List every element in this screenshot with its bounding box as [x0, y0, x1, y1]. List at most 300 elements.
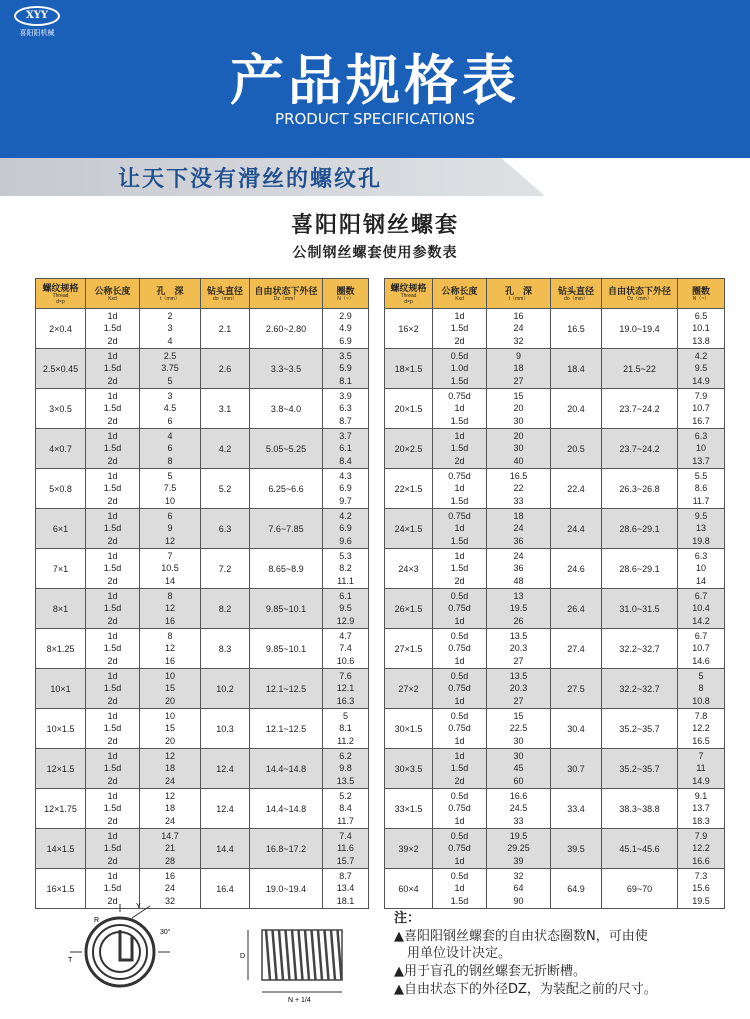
depth-cell: [487, 509, 551, 549]
drill-cell: 24.6: [551, 549, 602, 589]
turns-cell-value: 7.9: [694, 830, 708, 841]
thread-cell: 8×1.25: [36, 629, 86, 669]
drill-cell: 10.3: [201, 709, 250, 749]
length-cell-value: 0.5d: [450, 790, 469, 801]
turns-cell-value: 18.1: [336, 895, 355, 906]
length-cell-value: 0.5d: [450, 630, 469, 641]
depth-cell: [140, 789, 201, 829]
turns-cell-value: 6.1: [339, 590, 352, 601]
length-cell-value: 1.5d: [450, 443, 469, 454]
length-cell-value: 2d: [107, 575, 118, 586]
turns-cell-value: 10.1: [692, 323, 710, 334]
turns-cell-value: 5.5: [694, 470, 708, 481]
insert-coils: [266, 930, 342, 980]
length-cell-value: 1d: [107, 710, 118, 721]
length-cell-value: 2d: [107, 415, 118, 426]
drill-cell: 64.9: [551, 869, 602, 909]
drill-cell: 8.2: [201, 589, 250, 629]
thread-cell: 20×1.5: [385, 389, 433, 429]
turns-cell: [678, 869, 725, 909]
depth-cell-value: 3.75: [161, 363, 179, 374]
length-cell-value: 0.75d: [448, 643, 471, 654]
turns-cell-value: 8.7: [339, 415, 352, 426]
header-label: 钻头直径: [557, 285, 594, 296]
length-cell-value: 2d: [107, 495, 118, 506]
spec-row: [36, 549, 369, 589]
length-cell-value: 1d: [107, 430, 118, 441]
length-cell-value: 0.5d: [450, 870, 469, 881]
spec-row: [36, 349, 369, 389]
length-cell-value: 0.75d: [448, 603, 471, 614]
length-cell-value: 2d: [107, 815, 118, 826]
length-cell: [86, 589, 140, 629]
drill-cell: 3.1: [201, 389, 250, 429]
depth-cell-value: 2.5: [163, 350, 177, 361]
dz-cell: 26.3~26.8: [602, 469, 678, 509]
depth-cell-value: 10: [164, 495, 175, 506]
header-col-dz: [250, 279, 323, 309]
turns-cell-value: 14.6: [692, 655, 710, 666]
length-cell-value: 1d: [454, 483, 465, 494]
spec-row: [36, 749, 369, 789]
length-cell-value: 1d: [454, 430, 465, 441]
length-cell-value: 2d: [454, 575, 465, 586]
length-cell: [433, 629, 487, 669]
page-title: 产品规格表: [230, 49, 520, 112]
length-cell: [86, 709, 140, 749]
dz-cell: 32.2~32.7: [602, 629, 678, 669]
note-line: ▲自由状态下的外径DZ，为装配之前的尺寸。: [394, 982, 657, 997]
turns-cell-value: 7.6: [339, 670, 352, 681]
length-cell-value: 0.75d: [448, 510, 471, 521]
thread-cell: 16×1.5: [36, 869, 86, 909]
depth-cell-value: 32: [513, 335, 524, 346]
length-cell-value: 1d: [454, 403, 465, 414]
depth-cell-value: 39: [513, 855, 524, 866]
thread-cell: 10×1.5: [36, 709, 86, 749]
depth-cell-value: 90: [513, 895, 524, 906]
turns-cell-value: 10.4: [692, 603, 710, 614]
length-cell-value: 1d: [107, 670, 118, 681]
turns-cell-value: 6.9: [339, 335, 352, 346]
depth-cell-value: 29.25: [507, 843, 530, 854]
depth-cell-value: 8: [167, 590, 173, 601]
turns-cell-value: 5.2: [339, 790, 352, 801]
depth-cell-value: 32: [513, 870, 524, 881]
depth-cell-value: 14.7: [161, 830, 179, 841]
length-cell-value: 1d: [454, 750, 465, 761]
drill-cell: 5.2: [201, 469, 250, 509]
drill-cell: 12.4: [201, 789, 250, 829]
turns-cell: [678, 629, 725, 669]
turns-cell: [323, 669, 369, 709]
length-cell-value: 1.5d: [103, 843, 122, 854]
length-cell: [433, 869, 487, 909]
depth-cell-value: 36: [513, 535, 524, 546]
turns-cell-value: 16.6: [692, 855, 710, 866]
length-cell: [86, 549, 140, 589]
length-cell-value: 2d: [107, 855, 118, 866]
turns-cell-value: 7.3: [694, 870, 708, 881]
spec-row: [385, 429, 725, 469]
depth-cell-value: 28: [164, 855, 175, 866]
turns-cell-value: 15.7: [336, 855, 355, 866]
length-cell-value: 0.75d: [448, 683, 471, 694]
turns-cell: [323, 749, 369, 789]
length-cell-value: 1.5d: [450, 895, 469, 906]
thread-cell: 12×1.5: [36, 749, 86, 789]
insert-end-view: [70, 904, 170, 986]
length-cell: [86, 669, 140, 709]
thread-cell: 8×1: [36, 589, 86, 629]
thread-cell: 27×1.5: [385, 629, 433, 669]
turns-cell: [323, 789, 369, 829]
header-col-length: [433, 279, 487, 309]
length-cell-value: 0.5d: [450, 830, 469, 841]
depth-cell-value: 27: [513, 375, 524, 386]
dz-cell: 8.65~8.9: [250, 549, 323, 589]
turns-cell-value: 14.2: [692, 615, 710, 626]
length-cell-value: 1d: [107, 750, 118, 761]
length-cell-value: 1.5d: [103, 523, 122, 534]
drill-cell: 2.1: [201, 309, 250, 349]
thread-cell: 20×2.5: [385, 429, 433, 469]
header-sublabel: Dz（mm）: [273, 295, 299, 302]
depth-cell: [487, 389, 551, 429]
length-cell-value: 1d: [454, 615, 465, 626]
depth-cell-value: 20.3: [509, 683, 528, 694]
depth-cell-value: 19.5: [509, 603, 528, 614]
length-cell-value: 2d: [107, 335, 118, 346]
thread-cell: 18×1.5: [385, 349, 433, 389]
turns-cell-value: 14.9: [692, 775, 710, 786]
thread-cell: 33×1.5: [385, 789, 433, 829]
header-sublabel: Kxd: [455, 295, 464, 302]
length-cell-value: 2d: [454, 775, 465, 786]
header-label: 孔 深: [156, 285, 184, 296]
header-label: 圈数: [691, 285, 710, 296]
coil-line: [318, 930, 322, 980]
label-d: D: [240, 953, 246, 960]
depth-cell: [140, 669, 201, 709]
depth-cell-value: 22: [513, 483, 524, 494]
depth-cell-value: 18: [164, 803, 175, 814]
depth-cell: [140, 349, 201, 389]
turns-cell-value: 6.2: [339, 750, 352, 761]
header-col-thread: [36, 279, 86, 309]
depth-cell-value: 33: [513, 815, 524, 826]
depth-cell: [140, 509, 201, 549]
length-cell-value: 2d: [107, 455, 118, 466]
turns-cell-value: 11.1: [337, 575, 354, 586]
notes-title: 注：: [394, 911, 421, 926]
depth-cell-value: 12: [164, 750, 175, 761]
turns-cell-value: 5.9: [339, 363, 352, 374]
depth-cell-value: 14: [164, 575, 175, 586]
length-cell-value: 2d: [454, 455, 465, 466]
length-cell-value: 1d: [454, 883, 465, 894]
turns-cell-value: 6.1: [339, 443, 352, 454]
label-angle: 30°: [160, 929, 171, 936]
length-cell-value: 1.5d: [103, 763, 122, 774]
depth-cell: [140, 549, 201, 589]
depth-cell-value: 24.5: [509, 803, 528, 814]
header-col-drill: [201, 279, 250, 309]
length-cell-value: 1d: [454, 815, 465, 826]
length-cell: [433, 309, 487, 349]
depth-cell-value: 12: [164, 603, 175, 614]
depth-cell-value: 16: [164, 655, 175, 666]
depth-cell-value: 12: [164, 535, 175, 546]
turns-cell-value: 3.7: [339, 430, 352, 441]
depth-cell-value: 4: [167, 430, 173, 441]
header-label: 自由状态下外径: [254, 285, 318, 296]
spec-table-left: [35, 278, 369, 909]
coil-line: [325, 930, 329, 980]
turns-cell: [323, 829, 369, 869]
length-cell-value: 1d: [454, 695, 465, 706]
turns-cell-value: 11.7: [337, 815, 354, 826]
length-cell-value: 1d: [107, 550, 118, 561]
thread-cell: 30×1.5: [385, 709, 433, 749]
length-cell-value: 1d: [107, 350, 118, 361]
header-col-turns: [323, 279, 369, 309]
depth-cell-value: 48: [513, 575, 524, 586]
header-label: 钻头直径: [206, 285, 243, 296]
turns-cell: [678, 309, 725, 349]
spec-row: [385, 349, 725, 389]
note-line: ▲用于盲孔的钢丝螺套无折断槽。: [394, 964, 586, 979]
header-label: 孔 深: [504, 285, 532, 296]
length-cell-value: 0.5d: [450, 710, 469, 721]
drill-cell: 30.7: [551, 749, 602, 789]
turns-cell-value: 8: [698, 683, 704, 694]
depth-cell-value: 20: [164, 695, 175, 706]
turns-cell-value: 10.7: [692, 643, 710, 654]
drill-cell: 2.6: [201, 349, 250, 389]
length-cell: [433, 509, 487, 549]
header-sublabel: do（mm）: [213, 295, 237, 302]
turns-cell-value: 9.8: [339, 763, 352, 774]
spec-row: [385, 549, 725, 589]
length-cell-value: 1.5d: [450, 563, 469, 574]
drill-cell: 33.4: [551, 789, 602, 829]
turns-cell: [323, 469, 369, 509]
depth-cell-value: 21: [164, 843, 175, 854]
length-cell-value: 1d: [107, 870, 118, 881]
turns-cell-value: 19.5: [692, 895, 710, 906]
length-cell-value: 1.5d: [103, 603, 122, 614]
table-header-row: [36, 279, 369, 309]
depth-cell-value: 15: [164, 723, 175, 734]
length-cell-value: 1d: [107, 390, 118, 401]
spec-row: [36, 469, 369, 509]
turns-cell-value: 9.5: [694, 510, 708, 521]
spec-row: [36, 309, 369, 349]
depth-cell-value: 20: [513, 430, 524, 441]
depth-cell-value: 4.5: [163, 403, 177, 414]
dz-cell: 35.2~35.7: [602, 749, 678, 789]
depth-cell-value: 30: [513, 750, 524, 761]
turns-cell-value: 13.7: [692, 803, 710, 814]
depth-cell-value: 13.5: [509, 670, 528, 681]
depth-cell-value: 12: [164, 643, 175, 654]
turns-cell-value: 6.5: [694, 310, 708, 321]
dz-cell: 6.25~6.6: [250, 469, 323, 509]
turns-cell: [678, 429, 725, 469]
turns-cell-value: 3.9: [339, 390, 352, 401]
turns-cell-value: 12.1: [336, 683, 355, 694]
depth-cell-value: 3: [167, 323, 173, 334]
drill-cell: 20.4: [551, 389, 602, 429]
depth-cell-value: 27: [513, 695, 524, 706]
length-cell: [86, 429, 140, 469]
length-cell-value: 0.5d: [450, 350, 469, 361]
drill-cell: 22.4: [551, 469, 602, 509]
turns-cell: [678, 509, 725, 549]
depth-cell: [140, 629, 201, 669]
header-sublabel: Thread: [52, 292, 69, 299]
length-cell-value: 2d: [107, 655, 118, 666]
depth-cell: [487, 469, 551, 509]
turns-cell: [323, 389, 369, 429]
depth-cell-value: 15: [513, 390, 524, 401]
turns-cell-value: 6.3: [339, 403, 352, 414]
turns-cell: [678, 709, 725, 749]
drill-cell: 10.2: [201, 669, 250, 709]
depth-cell: [487, 429, 551, 469]
length-cell-value: 1.5d: [103, 403, 122, 414]
turns-cell-value: 15.6: [692, 883, 710, 894]
depth-cell-value: 18: [513, 363, 524, 374]
depth-cell-value: 15: [164, 683, 175, 694]
turns-cell-value: 5.3: [339, 550, 352, 561]
length-cell-value: 0.75d: [448, 470, 471, 481]
turns-cell-value: 4.7: [339, 630, 352, 641]
spec-row: [385, 309, 725, 349]
length-cell: [86, 789, 140, 829]
header-sublabel: Dz（mm）: [627, 295, 652, 302]
header-col-dz: [602, 279, 678, 309]
length-cell-value: 1d: [454, 550, 465, 561]
length-cell-value: 1d: [454, 310, 465, 321]
depth-cell-value: 6: [167, 415, 173, 426]
spec-row: [36, 589, 369, 629]
length-cell: [433, 709, 487, 749]
depth-cell-value: 18: [513, 510, 524, 521]
spec-row: [385, 509, 725, 549]
turns-cell-value: 9.5: [694, 363, 708, 374]
depth-cell-value: 10: [164, 670, 175, 681]
thread-cell: 2.5×0.45: [36, 349, 86, 389]
turns-cell: [678, 389, 725, 429]
drill-cell: 12.4: [201, 749, 250, 789]
turns-cell: [678, 669, 725, 709]
length-cell: [86, 829, 140, 869]
length-cell-value: 1.5d: [103, 483, 122, 494]
dz-cell: 9.85~10.1: [250, 589, 323, 629]
depth-cell-value: 16.6: [509, 790, 528, 801]
depth-cell-value: 19.5: [509, 830, 528, 841]
depth-cell-value: 9: [515, 350, 521, 361]
insert-side-view: [248, 930, 342, 992]
coil-line: [299, 930, 303, 980]
length-cell-value: 1d: [454, 855, 465, 866]
thread-cell: 14×1.5: [36, 829, 86, 869]
header-sublabel: t（mm）: [508, 295, 529, 302]
turns-cell-value: 11: [696, 763, 706, 774]
spec-row: [385, 669, 725, 709]
length-cell-value: 2d: [454, 335, 465, 346]
depth-cell-value: 40: [513, 455, 524, 466]
thread-cell: 2×0.4: [36, 309, 86, 349]
turns-cell: [678, 469, 725, 509]
depth-cell-value: 13.5: [509, 630, 528, 641]
depth-cell: [140, 829, 201, 869]
dz-cell: 38.3~38.8: [602, 789, 678, 829]
note-line: ▲喜阳阳钢丝螺套的自由状态圈数N，可由使: [394, 929, 648, 944]
dz-cell: 35.2~35.7: [602, 709, 678, 749]
length-cell-value: 0.75d: [448, 843, 471, 854]
turns-cell-value: 4.2: [694, 350, 708, 361]
label-r: R: [94, 917, 100, 924]
depth-cell-value: 30: [513, 735, 524, 746]
turns-cell-value: 5: [342, 710, 348, 721]
header-label: 公称长度: [94, 285, 131, 296]
length-cell-value: 1d: [107, 510, 118, 521]
length-cell: [433, 349, 487, 389]
turns-cell-value: 4.9: [339, 323, 352, 334]
depth-cell: [140, 709, 201, 749]
depth-cell-value: 12: [164, 790, 175, 801]
turns-cell-value: 8.1: [339, 723, 352, 734]
depth-cell-value: 26: [513, 615, 524, 626]
length-cell-value: 1.5d: [450, 415, 469, 426]
spec-row: [36, 829, 369, 869]
turns-cell-value: 8.1: [339, 375, 352, 386]
depth-cell-value: 64: [513, 883, 524, 894]
depth-cell-value: 20: [164, 735, 175, 746]
length-cell: [433, 669, 487, 709]
header-label: 螺纹规格: [390, 282, 427, 293]
dz-cell: 9.85~10.1: [250, 629, 323, 669]
depth-cell: [487, 349, 551, 389]
length-cell-value: 1.5d: [450, 323, 469, 334]
length-cell-value: 1d: [107, 590, 118, 601]
thread-cell: 7×1: [36, 549, 86, 589]
turns-cell-value: 7.8: [694, 710, 708, 721]
coil-line: [305, 930, 309, 980]
length-cell-value: 2d: [107, 775, 118, 786]
length-cell-value: 2d: [107, 695, 118, 706]
turns-cell-value: 13.7: [692, 455, 710, 466]
spec-row: [385, 469, 725, 509]
depth-cell: [487, 829, 551, 869]
turns-cell: [323, 349, 369, 389]
depth-cell-value: 30: [513, 443, 524, 454]
header-sublabel: N（~）: [337, 295, 354, 302]
header-sublabel: Kxd: [108, 295, 117, 302]
thread-cell: 24×3: [385, 549, 433, 589]
turns-cell: [323, 549, 369, 589]
length-cell-value: 1.5d: [450, 375, 469, 386]
header-col-depth: [487, 279, 551, 309]
spec-row: [385, 829, 725, 869]
spec-row: [36, 669, 369, 709]
turns-cell-value: 13.8: [692, 335, 710, 346]
length-cell-value: 1.5d: [450, 763, 469, 774]
drill-cell: 16.4: [201, 869, 250, 909]
